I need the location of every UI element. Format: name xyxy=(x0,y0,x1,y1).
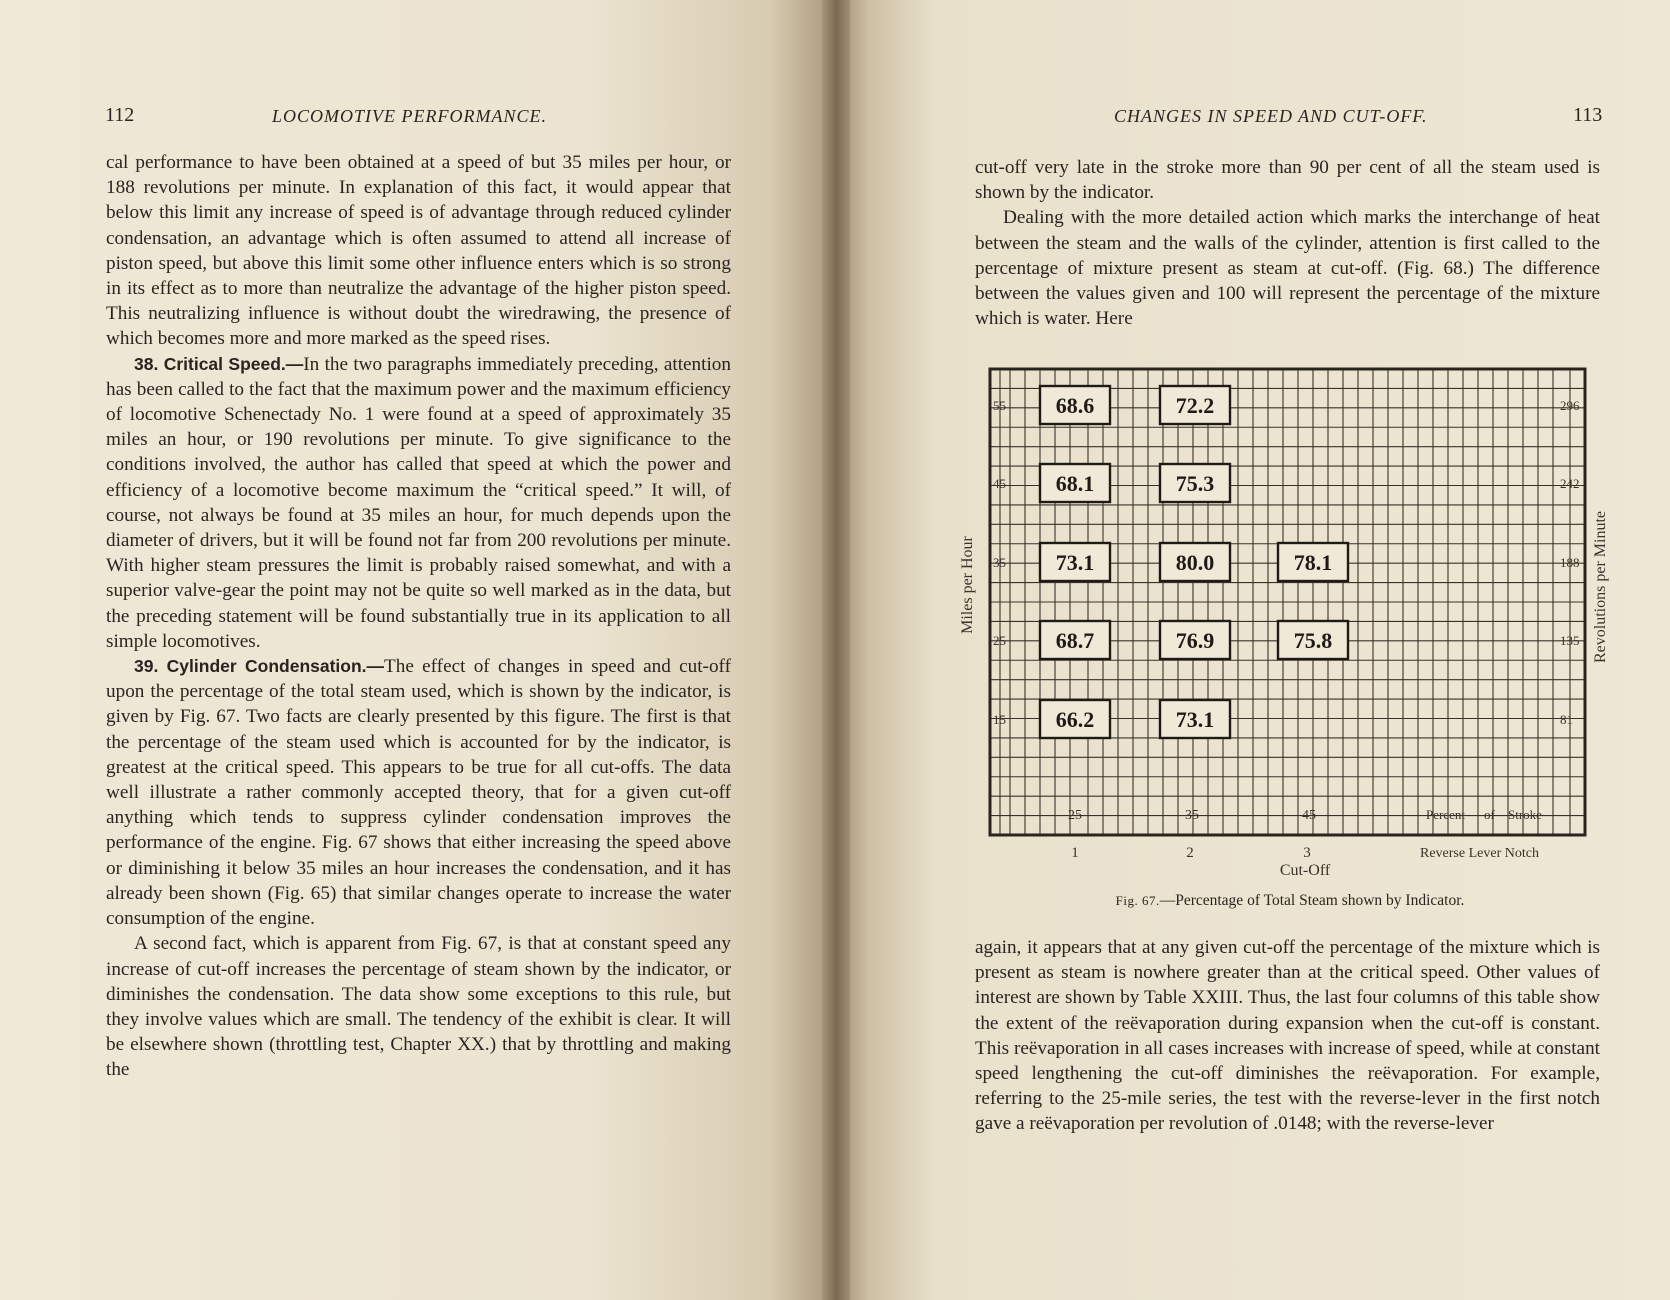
y-tick-label: 55 xyxy=(993,398,1006,413)
section-heading-39: 39. Cylinder Condensation.— xyxy=(134,656,385,677)
x-tick-note: Stroke xyxy=(1508,807,1542,822)
y-axis-label-right: Revolutions per Minute xyxy=(1592,511,1609,663)
value-label: 72.2 xyxy=(1175,393,1215,418)
y-tick-label-right: 135 xyxy=(1560,633,1580,648)
value-label: 78.1 xyxy=(1293,550,1333,575)
y-axis-label: Miles per Hour xyxy=(959,536,976,634)
y-tick-label: 25 xyxy=(993,633,1006,648)
left-text-column xyxy=(106,150,731,1083)
left-page-number: 112 xyxy=(105,104,135,126)
figure-caption-text: —Percentage of Total Steam shown by Indicator. xyxy=(1159,892,1465,909)
paragraph-39 xyxy=(106,654,731,931)
right-text-column-bottom xyxy=(975,935,1600,1137)
x-tick-note: of xyxy=(1484,807,1495,822)
value-label: 68.1 xyxy=(1055,471,1095,496)
value-label: 75.8 xyxy=(1293,628,1333,653)
x-tick-label: 25 xyxy=(1068,808,1082,823)
paragraph: Dealing with the more detailed action which marks the interchange of heat between the steam and the walls of the cylinder, attention is first called to the percentage of mixture present as steam at cut-off. (Fig. 68.) The difference between the values given and 100 will represent the percentage of the mixture which is water. Here xyxy=(975,207,1600,330)
paragraph: again, it appears that at any given cut-off the percentage of the mixture which is present as steam is nowhere greater than at the critical speed. Other values of interest are shown by Table XXIII. Thus, the last four columns of this table show the extent of the reëvaporation during expansion when the cut-off is constant. This reëvaporation in all cases increases with increase of speed, while at constant speed lengthening the cut-off diminishes the reëvaporation. For example, referring to the 25-mile series, the test with the reverse-lever in the first notch gave a reëvaporation per revolution of .0148; with the reverse-lever xyxy=(975,937,1600,1135)
y-tick-label: 15 xyxy=(993,712,1006,727)
notch-axis-label: Reverse Lever Notch xyxy=(1420,846,1539,861)
right-text-column-top xyxy=(975,155,1600,331)
paragraph: cut-off very late in the stroke more than 90 per cent of all the steam used is shown by the indicator. xyxy=(975,157,1600,204)
y-tick-label: 45 xyxy=(993,476,1006,491)
x-tick-label: 45 xyxy=(1302,808,1316,823)
section-heading-38: 38. Critical Speed.— xyxy=(134,353,304,374)
y-tick-label: 35 xyxy=(993,555,1006,570)
paragraph: A second fact, which is apparent from Fig. 67, is that at constant speed any increase of cut-off increases the percentage of steam shown by the indicator, or diminishes the condensation. The data show some exceptions to this rule, but they involve values which are small. The tendency of the exhibit is clear. It will be elsewhere shown (throttling test, Chapter XX.) that by throttling and making the xyxy=(106,933,731,1081)
x-tick-label: 35 xyxy=(1185,808,1199,823)
figure-caption xyxy=(975,892,1605,910)
notch-label: 3 xyxy=(1303,845,1311,861)
value-label: 68.7 xyxy=(1055,628,1095,653)
value-label: 73.1 xyxy=(1055,550,1095,575)
figure-label: Fig. 67. xyxy=(1115,893,1160,908)
paragraph: cal performance to have been obtained at a speed of but 35 miles per hour, or 188 revolutions per minute. In explanation of this fact, it would appear that below this limit any increase of speed is of advantage through reduced cylinder condensation, an advantage which is often assumed to attend all increase of piston speed, but above this limit some other influence enters which is so strong in its effect as to more than neutralize the advantage of the higher piston speed. This neutralizing influence is without doubt the wiredrawing, the presence of which becomes more and more marked as the speed rises. xyxy=(106,152,731,350)
notch-label: 1 xyxy=(1071,845,1079,861)
right-page-number: 113 xyxy=(1573,104,1603,126)
value-label: 75.3 xyxy=(1175,471,1215,496)
paragraph-38 xyxy=(106,352,731,654)
notch-label: 2 xyxy=(1186,845,1194,861)
figure-67-chart xyxy=(959,365,1620,879)
right-running-head: CHANGES IN SPEED AND CUT-OFF. xyxy=(1114,106,1428,126)
x-tick-note: Percent xyxy=(1426,807,1465,822)
y-tick-label-right: 242 xyxy=(1560,476,1580,491)
value-label: 73.1 xyxy=(1175,707,1215,732)
value-label: 68.6 xyxy=(1055,393,1095,418)
paragraph-38-text: In the two paragraphs immediately preceding, attention has been called to the fact that the maximum power and the maximum efficiency of locomotive Schenectady No. 1 were found at a speed of approximately 35 miles an hour, or 190 revolutions per minute. To give significance to the conditions involved, the author has called that speed at which the power and efficiency of a locomotive become maximum the “critical speed.” It will, of course, not always be found at 35 miles an hour, for much depends upon the diameter of drivers, but it will be found not far from 200 revolutions per minute. With higher steam pressures the limit is probably raised somewhat, and with a superior valve-gear the point may not be quite so well marked as in the data, but the preceding statement will be found substantially true in its application to all simple locomotives. xyxy=(106,353,731,652)
value-label: 66.2 xyxy=(1055,707,1095,732)
y-tick-label-right: 296 xyxy=(1560,398,1580,413)
left-running-head: LOCOMOTIVE PERFORMANCE. xyxy=(272,106,547,126)
y-tick-label-right: 188 xyxy=(1560,555,1580,570)
value-label: 80.0 xyxy=(1175,550,1215,575)
value-label: 76.9 xyxy=(1175,628,1215,653)
x-axis-label: Cut-Off xyxy=(1279,862,1331,879)
y-tick-label-right: 81 xyxy=(1560,712,1573,727)
book-gutter xyxy=(822,0,850,1300)
paragraph-39-text: The effect of changes in speed and cut-off upon the percentage of the total steam used, which is shown by the indicator, is given by Fig. 67. Two facts are clearly presented by this figure. The first is that the percentage of the steam used which is accounted for by the indicator, is greatest at the critical speed. This appears to be true for all cut-offs. The data well illustrate a rather commonly accepted theory, that for a given cut-off anything which tends to suppress cylinder condensation improves the performance of the engine. Fig. 67 shows that either increasing the speed above or diminishing it below 35 miles an hour increases the condensation, and it has already been shown (Fig. 65) that similar changes operate to increase the water consumption of the engine. xyxy=(106,656,731,930)
